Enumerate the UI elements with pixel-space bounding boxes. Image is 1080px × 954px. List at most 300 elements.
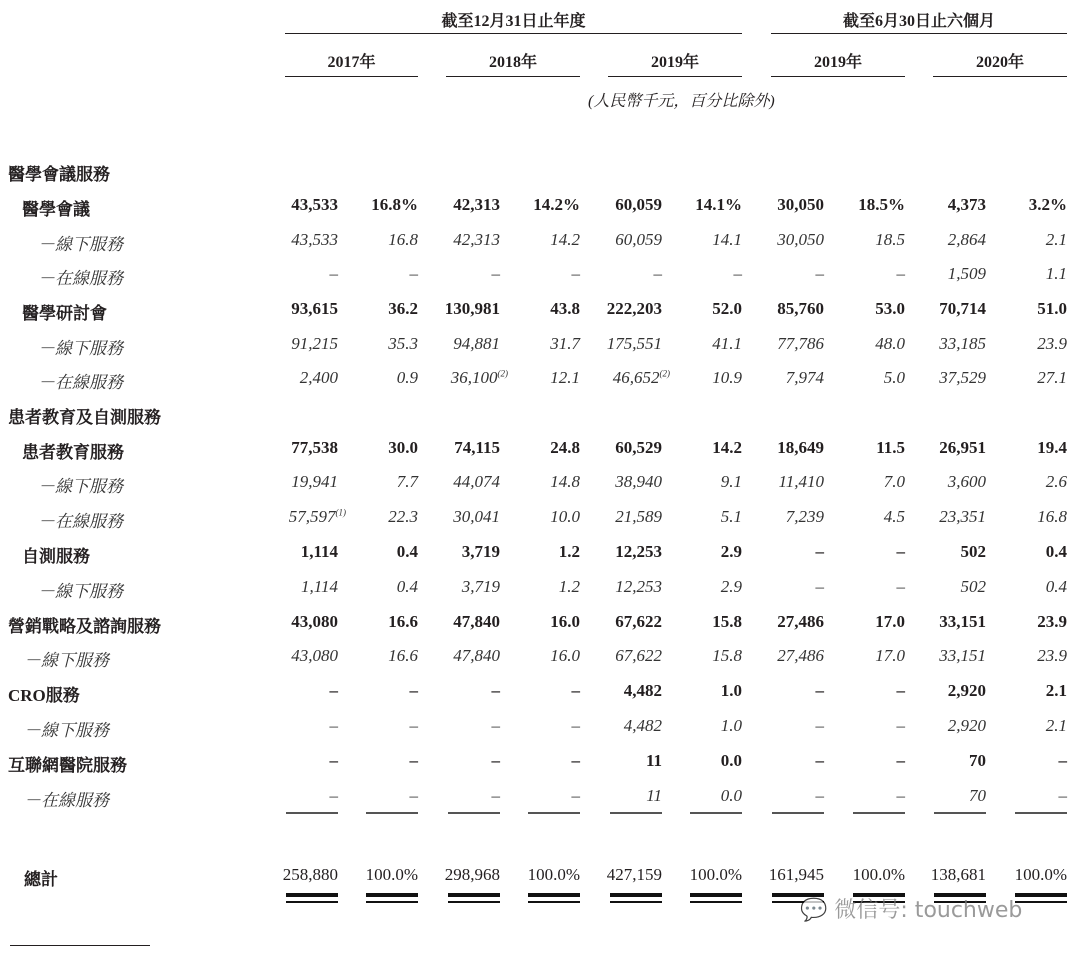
cell-value: 222,203 [606,299,662,318]
table-cell [328,299,418,319]
cell-value: 1.2 [558,577,580,596]
cell-value: 41.1 [712,334,742,353]
cell-value: 15.8 [712,646,742,665]
cell-value: – [733,264,742,283]
table-cell [328,438,418,458]
subtotal-rule [1015,812,1067,814]
table-cell [490,646,580,666]
cell-value: 24.8 [550,438,580,457]
cell-value: 19.4 [1037,438,1067,457]
cell-value: 26,951 [939,438,986,457]
year-header: 2020年 [933,49,1067,77]
table-cell [977,716,1067,736]
table-cell [896,751,986,771]
unit-note: (人民幣千元，百分比除外) [588,93,775,110]
cell-value: 2.9 [720,577,742,596]
cell-value: 67,622 [615,612,662,631]
table-cell [248,612,338,632]
group-header-year: 截至12月31日止年度 [441,13,586,30]
table-cell [977,542,1067,562]
cell-value: 7,974 [785,368,824,387]
table-cell [815,299,905,319]
cell-value: 0.0 [720,751,742,770]
cell-value: 16.0 [550,612,580,631]
row-label: －在線服務 [38,512,123,531]
cell-value: 22.3 [388,507,418,526]
table-cell [410,299,500,319]
table-cell [896,612,986,632]
table-cell [490,716,580,736]
subtotal-rule [448,812,500,814]
table-cell [977,612,1067,632]
cell-value: 33,151 [939,612,986,631]
table-cell [896,786,986,806]
table-cell [248,368,338,388]
cell-value: 10.9 [712,368,742,387]
table-cell [572,299,662,319]
table-cell [490,299,580,319]
cell-value: – [896,786,905,805]
total-cell: 161,945 [768,865,824,884]
table-cell [977,646,1067,666]
table-cell [815,195,905,215]
table-cell [490,472,580,492]
table-cell [734,264,824,284]
subtotal-rule [690,812,742,814]
cell-value: – [409,751,418,770]
cell-value: 43,080 [291,612,338,631]
cell-value: 2,920 [947,681,986,700]
cell-value: – [815,751,824,770]
cell-value: 4,373 [947,195,986,214]
cell-value: 15.8 [712,612,742,631]
table-cell [815,542,905,562]
table-cell [328,577,418,597]
cell-value: – [896,751,905,770]
table-cell [328,716,418,736]
watermark: 💬 微信号: touchweb [800,898,1023,923]
table-cell [572,507,662,527]
table-cell [572,264,662,284]
table-cell [652,334,742,354]
table-cell [490,334,580,354]
table-cell [572,716,662,736]
cell-value: 1.0 [720,681,742,700]
total-cell: 100.0% [689,865,742,884]
cell-value: 16.0 [550,646,580,665]
table-cell [734,299,824,319]
table-cell [490,507,580,527]
table-cell [410,716,500,736]
cell-value: – [329,786,338,805]
subtotal-rule [610,812,662,814]
cell-value: 70 [969,786,986,805]
table-cell [328,612,418,632]
table-cell [572,334,662,354]
cell-value: 23.9 [1037,646,1067,665]
table-cell [410,195,500,215]
cell-value: 7.7 [396,472,418,491]
table-cell [410,612,500,632]
cell-value: 30.0 [388,438,418,457]
cell-value: 18.5 [875,230,905,249]
cell-value: 23.9 [1037,612,1067,631]
cell-value: 11 [645,751,662,770]
total-double-rule [610,893,662,903]
total-cell: 258,880 [282,865,338,884]
cell-value: 27,486 [777,646,824,665]
table-cell [572,542,662,562]
table-cell [815,334,905,354]
cell-value: 14.2 [550,230,580,249]
cell-value: 2.1 [1045,716,1067,735]
cell-value: 46,652 [612,368,660,387]
table-cell [410,542,500,562]
cell-value: 4,482 [623,716,662,735]
cell-value: 11 [646,786,662,805]
cell-value: – [491,716,500,735]
row-label: 醫學會議服務 [8,165,110,184]
total-double-rule [366,893,418,903]
row-label: －線下服務 [38,235,123,254]
cell-value: 36,100 [450,368,498,387]
cell-value: 14.2 [712,438,742,457]
cell-value: 23.9 [1037,334,1067,353]
cell-value: 52.0 [712,299,742,318]
table-cell [896,577,986,597]
year-header: 2018年 [446,49,580,77]
cell-value: 7.0 [883,472,905,491]
table-cell [410,786,500,806]
subtotal-rule [286,812,338,814]
footnote-marker: (2) [659,368,670,379]
cell-value: 51.0 [1037,299,1067,318]
table-cell [572,612,662,632]
table-cell [572,577,662,597]
table-cell [410,334,500,354]
cell-value: 11,410 [778,472,824,491]
cell-value: 67,622 [615,646,662,665]
cell-value: 2,400 [299,368,338,387]
table-cell [652,264,742,284]
table-cell [896,646,986,666]
table-cell [815,681,905,701]
table-cell [815,472,905,492]
cell-value: – [409,716,418,735]
table-cell [977,230,1067,250]
divider [771,33,1067,34]
table-cell [490,368,580,388]
table-cell [248,542,338,562]
cell-value: – [815,716,824,735]
cell-value: 5.0 [883,368,905,387]
cell-value: 53.0 [875,299,905,318]
cell-value: 30,050 [777,195,824,214]
cell-value: 43,080 [291,646,338,665]
cell-value: – [571,751,580,770]
cell-value: 14.8 [550,472,580,491]
row-label: －線下服務 [24,721,109,740]
table-cell [248,751,338,771]
cell-value: 60,059 [615,230,662,249]
table-cell [652,716,742,736]
cell-value: – [896,716,905,735]
table-cell [652,542,742,562]
cell-value: – [815,681,824,700]
table-cell [248,230,338,250]
table-cell [490,612,580,632]
table-cell [815,438,905,458]
table-cell [896,299,986,319]
table-cell [248,438,338,458]
row-label: 營銷戰略及諮詢服務 [8,617,161,636]
cell-value: 18.5% [858,195,905,214]
table-cell [328,472,418,492]
table-cell [328,542,418,562]
table-cell [490,681,580,701]
cell-value: – [1058,751,1067,770]
cell-value: 33,185 [939,334,986,353]
table-cell [815,230,905,250]
table-cell [652,681,742,701]
table-cell [248,716,338,736]
cell-value: 3,719 [461,542,500,561]
table-cell [572,681,662,701]
cell-value: 23,351 [939,507,986,526]
cell-value: 21,589 [615,507,662,526]
cell-value: 47,840 [453,646,500,665]
table-cell [977,751,1067,771]
cell-value: 9.1 [720,472,742,491]
cell-value: 44,074 [453,472,500,491]
table-cell [490,230,580,250]
cell-value: – [409,681,418,700]
cell-value: 0.4 [1045,542,1067,561]
table-cell [410,230,500,250]
cell-value: 37,529 [939,368,986,387]
cell-value: 31.7 [550,334,580,353]
table-cell [248,577,338,597]
cell-value: 2.6 [1045,472,1067,491]
table-cell [410,751,500,771]
table-cell [896,542,986,562]
row-label: 自測服務 [22,547,90,566]
table-cell [410,577,500,597]
table-cell [572,472,662,492]
row-label: 患者教育及自測服務 [8,408,161,427]
table-cell [410,681,500,701]
cell-value: – [409,264,418,283]
cell-value: 0.4 [396,577,418,596]
row-label: CRO服務 [8,686,80,705]
table-cell [248,334,338,354]
cell-value: – [815,542,824,561]
table-cell [248,646,338,666]
table-cell [734,507,824,527]
table-cell [815,716,905,736]
table-cell [977,577,1067,597]
table-cell [490,438,580,458]
table-cell [734,681,824,701]
table-cell [328,507,418,527]
table-cell [977,299,1067,319]
cell-value: 38,940 [615,472,662,491]
cell-value: 27,486 [777,612,824,631]
total-double-rule [528,893,580,903]
table-cell [896,472,986,492]
row-label: －線下服務 [38,582,123,601]
cell-value: 10.0 [550,507,580,526]
table-cell [328,681,418,701]
total-double-rule [286,893,338,903]
table-cell [815,612,905,632]
table-cell [248,264,338,284]
cell-value: – [896,577,905,596]
table-cell [977,334,1067,354]
cell-value: 4.5 [883,507,905,526]
cell-value: – [491,264,500,283]
cell-value: – [571,681,580,700]
cell-value: 0.9 [396,368,418,387]
table-cell [734,334,824,354]
table-cell [490,751,580,771]
table-cell [328,786,418,806]
cell-value: 16.6 [388,612,418,631]
cell-value: – [571,716,580,735]
cell-value: 14.1% [695,195,742,214]
cell-value: 0.0 [720,786,742,805]
table-cell [248,786,338,806]
cell-value: – [491,786,500,805]
cell-value: – [1058,786,1067,805]
cell-value: 70,714 [939,299,986,318]
table-cell [652,299,742,319]
cell-value: – [653,264,662,283]
row-label: －線下服務 [38,339,123,358]
cell-value: 70 [969,751,986,770]
cell-value: 27.1 [1037,368,1067,387]
cell-value: – [491,751,500,770]
wechat-icon: 💬 [800,898,828,923]
table-cell [410,438,500,458]
table-cell [652,612,742,632]
table-cell [328,334,418,354]
cell-value: 14.1 [712,230,742,249]
divider [285,33,742,34]
row-label: －在線服務 [38,269,123,288]
cell-value: 16.8% [371,195,418,214]
cell-value: 502 [960,577,986,596]
table-cell [410,472,500,492]
table-cell [815,264,905,284]
total-double-rule [1015,893,1067,903]
table-cell [652,786,742,806]
table-cell [977,264,1067,284]
cell-value: – [896,542,905,561]
table-cell [490,264,580,284]
table-cell [734,646,824,666]
cell-value: 2.1 [1045,230,1067,249]
cell-value: 3,600 [947,472,986,491]
row-label: 醫學會議 [22,200,90,219]
total-cell: 100.0% [365,865,418,884]
cell-value: – [329,751,338,770]
subtotal-rule [366,812,418,814]
table-cell [572,646,662,666]
cell-value: 1.2 [558,542,580,561]
table-cell [815,751,905,771]
cell-value: 33,151 [939,646,986,665]
table-cell [328,368,418,388]
table-cell [652,577,742,597]
cell-value: 36.2 [388,299,418,318]
table-cell [896,368,986,388]
cell-value: 30,050 [777,230,824,249]
table-cell [896,264,986,284]
table-cell [652,230,742,250]
row-label: 患者教育服務 [22,443,124,462]
table-cell [328,264,418,284]
table-cell [572,230,662,250]
table-cell [328,751,418,771]
total-label: 總計 [24,870,58,889]
cell-value: – [491,681,500,700]
row-label: －在線服務 [24,791,109,810]
cell-value: – [896,264,905,283]
table-cell [652,507,742,527]
table-cell [248,472,338,492]
table-cell [490,577,580,597]
cell-value: 1.1 [1045,264,1067,283]
cell-value: – [896,681,905,700]
table-cell [652,368,742,388]
table-cell [815,786,905,806]
subtotal-rule [528,812,580,814]
cell-value: 42,313 [453,230,500,249]
cell-value: 3,719 [461,577,500,596]
table-cell [652,646,742,666]
cell-value: 94,881 [453,334,500,353]
subtotal-rule [772,812,824,814]
table-cell [734,438,824,458]
table-cell [896,438,986,458]
cell-value: 93,615 [291,299,338,318]
cell-value: 3.2% [1028,195,1067,214]
table-cell [896,230,986,250]
table-cell [410,646,500,666]
table-cell [734,612,824,632]
cell-value: – [571,264,580,283]
footnote-marker: (1) [335,507,346,518]
subtotal-rule [853,812,905,814]
total-cell: 138,681 [930,865,986,884]
cell-value: 1,114 [301,577,338,596]
cell-value: 77,538 [291,438,338,457]
cell-value: 2,920 [947,716,986,735]
table-cell [328,195,418,215]
cell-value: – [409,786,418,805]
table-cell [896,681,986,701]
row-label: －在線服務 [38,373,123,392]
table-cell [734,230,824,250]
cell-value: 57,597 [288,507,336,526]
table-cell [490,786,580,806]
cell-value: 11.5 [876,438,905,457]
total-double-rule [448,893,500,903]
total-cell: 298,968 [444,865,500,884]
cell-value: 77,786 [777,334,824,353]
total-cell: 100.0% [852,865,905,884]
